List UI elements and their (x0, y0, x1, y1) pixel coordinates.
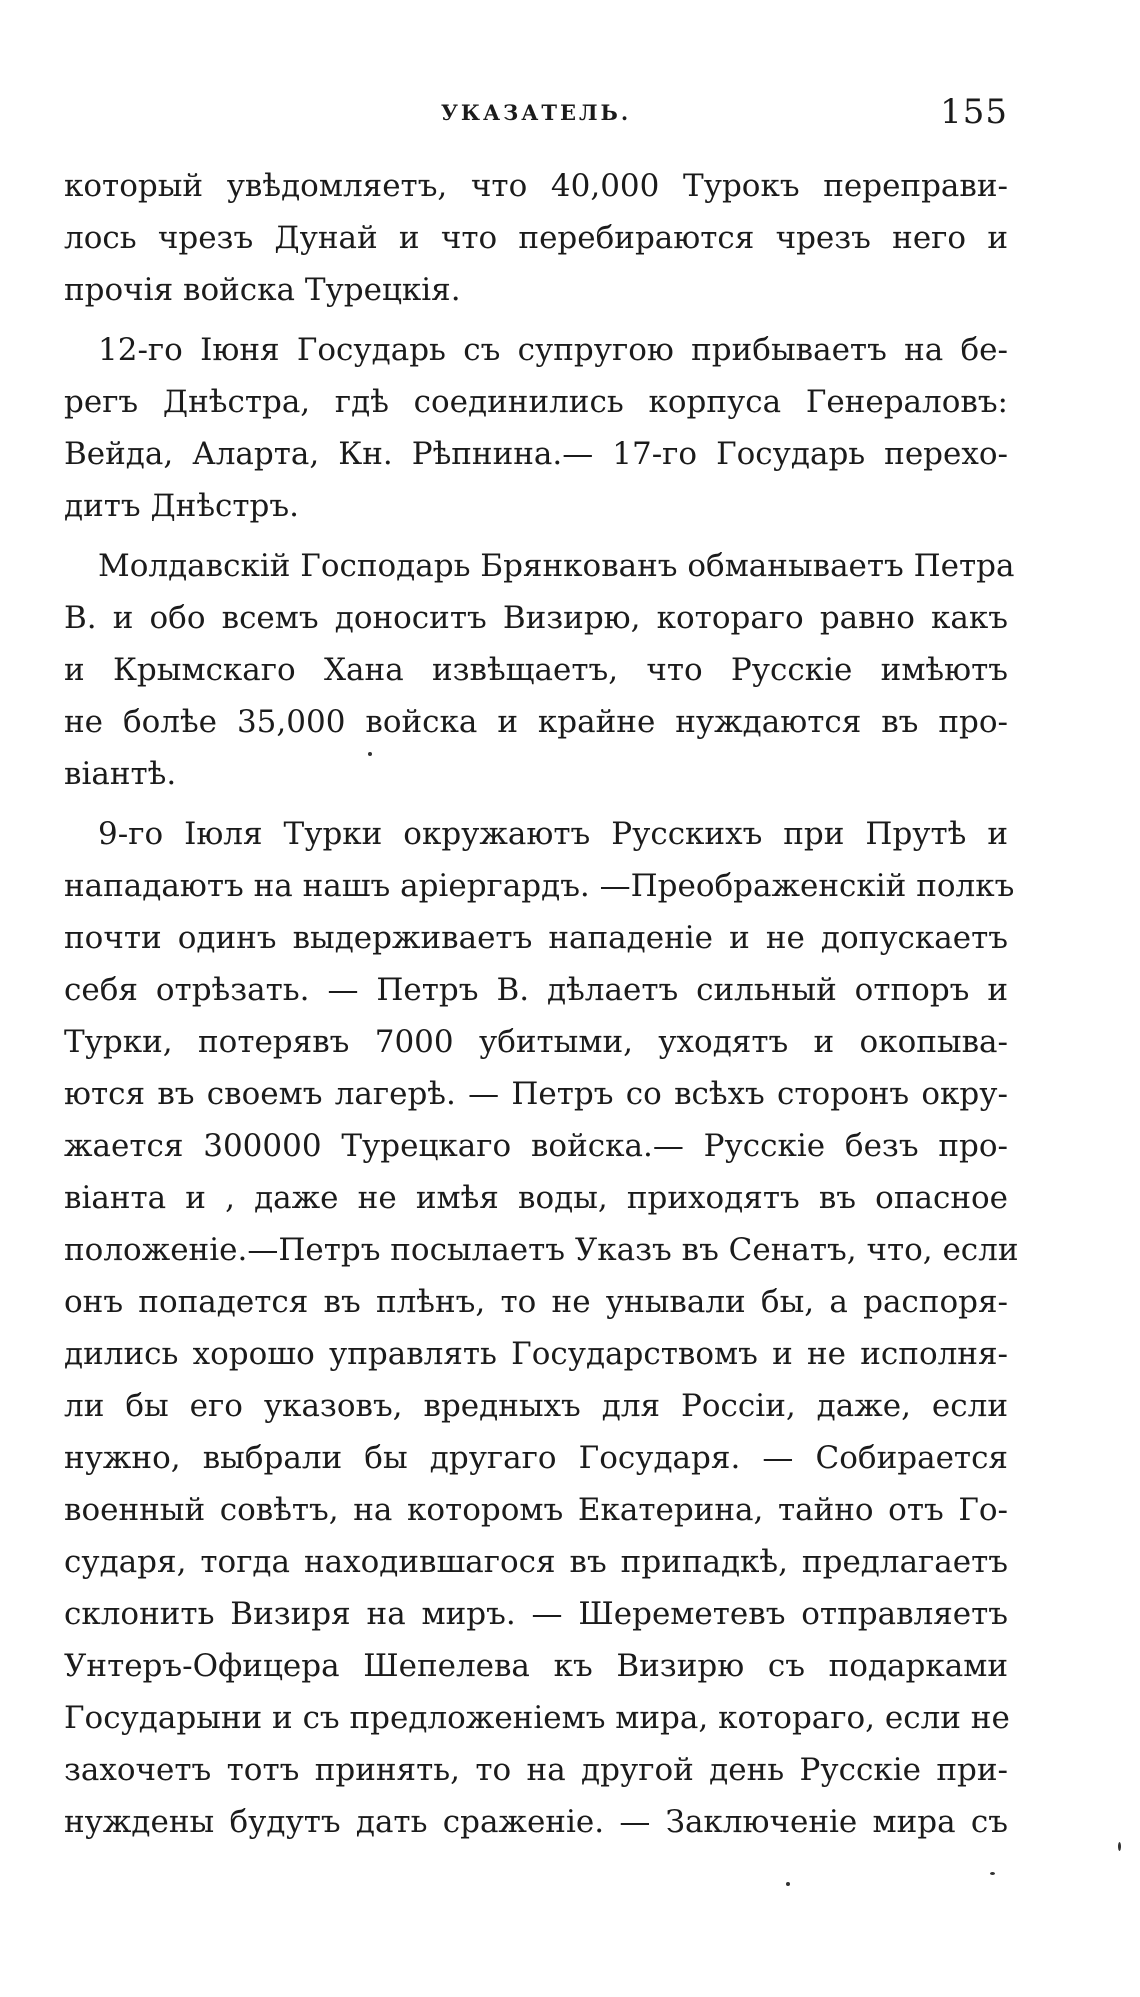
text-line: жается 300000 Турецкаго войска.— Русскіе безъ про- (64, 1128, 1008, 1164)
page-number: 155 (940, 92, 1008, 132)
text-line: 9-го Іюля Турки окружаютъ Русскихъ при Прутѣ и (98, 816, 1008, 852)
text-line: В. и обо всемъ доноситъ Визирю, котораго равно какъ (64, 600, 1008, 636)
text-line: віантѣ. (64, 756, 177, 792)
scan-speck (990, 1872, 995, 1875)
text-line: ются въ своемъ лагерѣ. — Петръ со всѣхъ сторонъ окру- (64, 1076, 1008, 1112)
text-line: дитъ Днѣстръ. (64, 488, 299, 524)
scan-speck (786, 1882, 790, 1886)
text-line: прочія войска Турецкія. (64, 272, 461, 308)
text-line: Вейда, Аларта, Кн. Рѣпнина.— 17-го Государь перехо- (64, 436, 1008, 472)
text-line: Унтеръ-Офицера Шепелева къ Визирю съ подарками (64, 1648, 1008, 1684)
text-line: положеніе.—Петръ посылаетъ Указъ въ Сенатъ, что, если (64, 1232, 1019, 1268)
text-line: и Крымскаго Хана извѣщаетъ, что Русскіе имѣютъ (64, 652, 1008, 688)
scan-speck (368, 752, 372, 756)
text-line: нападаютъ на нашъ аріергардъ. —Преображенскій полкъ (64, 868, 1015, 904)
text-line: дились хорошо управлять Государствомъ и не исполня- (64, 1336, 1008, 1372)
text-line: который увѣдомляетъ, что 40,000 Турокъ переправи- (64, 168, 1008, 204)
running-head (64, 92, 1008, 140)
text-line: склонить Визиря на миръ. — Шереметевъ отправляетъ (64, 1596, 1008, 1632)
paragraph-1 (64, 160, 1008, 316)
paragraph-3 (64, 540, 1015, 800)
body-text (64, 160, 1019, 1856)
text-line: не болѣе 35,000 войска и крайне нуждаются въ про- (64, 704, 1008, 740)
text-line: 12-го Іюня Государь съ супругою прибываетъ на бе- (98, 332, 1008, 368)
text-line: нужно, выбрали бы другаго Государя. — Собирается (64, 1440, 1008, 1476)
paragraph-4 (64, 808, 1019, 1848)
text-line: регъ Днѣстра, гдѣ соединились корпуса Генераловъ: (64, 384, 1008, 420)
text-line: нуждены будутъ дать сраженіе. — Заключеніе мира съ (64, 1804, 1008, 1840)
text-line: почти одинъ выдерживаетъ нападеніе и не допускаетъ (64, 920, 1008, 956)
text-line: себя отрѣзать. — Петръ В. дѣлаетъ сильный отпоръ и (64, 972, 1008, 1008)
text-line: ли бы его указовъ, вредныхъ для Россіи, даже, если (64, 1388, 1008, 1424)
text-line: онъ попадется въ плѣнъ, то не унывали бы, а распоря- (64, 1284, 1008, 1320)
text-line: Государыни и съ предложеніемъ мира, котораго, если не (64, 1700, 1010, 1736)
text-line: Молдавскій Господарь Брянкованъ обманываетъ Петра (98, 548, 1015, 584)
text-line: лось чрезъ Дунай и что перебираются чрезъ него и (64, 220, 1008, 256)
text-line: Турки, потерявъ 7000 убитыми, уходятъ и окопыва- (64, 1024, 1008, 1060)
text-line: віанта и , даже не имѣя воды, приходятъ въ опасное (64, 1180, 1008, 1216)
paragraph-2 (64, 324, 1008, 532)
text-line: военный совѣтъ, на которомъ Екатерина, тайно отъ Го- (64, 1492, 1008, 1528)
text-line: сударя, тогда находившагося въ припадкѣ, предлагаетъ (64, 1544, 1008, 1580)
scan-speck (1118, 1842, 1121, 1851)
text-line: захочетъ тотъ принять, то на другой день Русскіе при- (64, 1752, 1008, 1788)
running-head-title: УКАЗАТЕЛЬ. (440, 100, 632, 125)
